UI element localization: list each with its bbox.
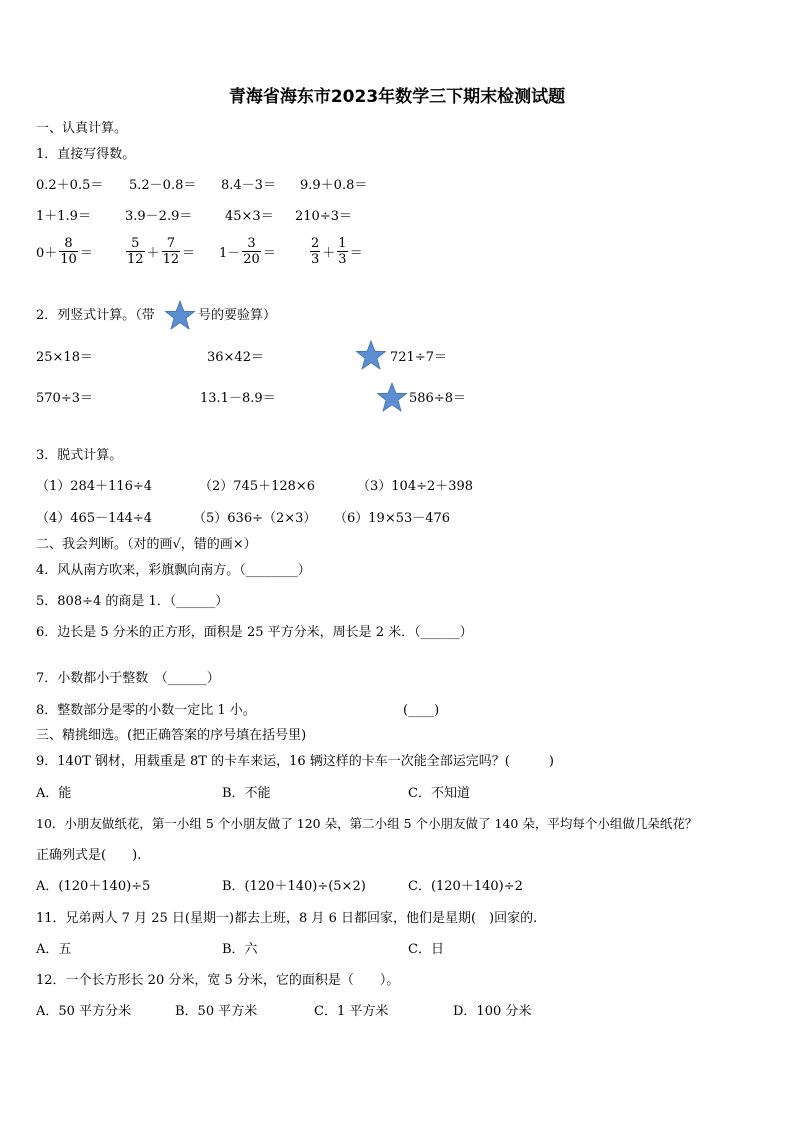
- fraction: [310, 236, 320, 267]
- q11-option-c: C．日: [408, 942, 444, 957]
- denominator: 3: [338, 252, 347, 267]
- q12-option-d: D．100 分米: [453, 1004, 532, 1019]
- q1-item: 210÷3＝: [295, 209, 352, 224]
- q1-item: 1＋1.9＝: [36, 209, 91, 224]
- fraction: [337, 236, 347, 267]
- question-2-label-end: 号的要验算）: [198, 308, 277, 323]
- question-8: 8．整数部分是零的小数一定比 1 小。: [36, 703, 256, 718]
- q2-item: 36×42＝: [207, 350, 264, 365]
- q2-item: 721÷7＝: [390, 350, 447, 365]
- q3-item: （3）104÷2＋398: [357, 479, 474, 494]
- star-icon: [164, 300, 196, 331]
- operator: ＋: [146, 246, 160, 261]
- denominator: 12: [127, 252, 144, 267]
- q11-option-a: A．五: [36, 942, 72, 957]
- numerator: 3: [242, 236, 261, 252]
- fraction: [59, 236, 78, 267]
- question-8-blank: (____): [403, 703, 440, 718]
- denominator: 3: [311, 252, 320, 267]
- section-heading-3: 三、精挑细选。(把正确答案的序号填在括号里): [36, 728, 307, 743]
- operator: ＋: [322, 246, 336, 261]
- question-5: 5．808÷4 的商是 1．（______）: [36, 594, 229, 609]
- q1-item: 8.4－3＝: [221, 178, 276, 193]
- fraction: [126, 236, 145, 267]
- q3-item: （5）636÷（2×3）: [193, 511, 317, 526]
- fraction-prefix: 1－: [219, 246, 241, 261]
- numerator: 7: [162, 236, 181, 252]
- star-icon: [355, 340, 387, 371]
- question-3-label: 3．脱式计算。: [36, 448, 123, 463]
- q3-item: （6）19×53－476: [334, 511, 451, 526]
- question-7: 7．小数都小于整数 （______）: [36, 671, 220, 686]
- q2-item: 25×18＝: [36, 350, 93, 365]
- question-1-label: 1．直接写得数。: [36, 147, 136, 162]
- section-heading-2: 二、我会判断。（对的画√，错的画×）: [36, 537, 257, 552]
- q1-fraction-item: [36, 236, 93, 267]
- equals-sign: ＝: [349, 246, 363, 261]
- q2-item: 13.1－8.9＝: [200, 391, 276, 406]
- q1-fraction-item: [219, 236, 276, 267]
- q1-item: 3.9－2.9＝: [125, 209, 193, 224]
- question-10-line-1: 10．小朋友做纸花，第一小组 5 个小朋友做了 120 朵，第二小组 5 个小朋友做了 140 朵，平均每个小组做几朵纸花？: [36, 816, 698, 831]
- fraction: [162, 236, 181, 267]
- numerator: 5: [126, 236, 145, 252]
- question-9: 9．140T 钢材，用载重是 8T 的卡车来运，16 辆这样的卡车一次能全部运完吗？( ): [36, 754, 554, 769]
- question-12: 12．一个长方形长 20 分米，宽 5 分米，它的面积是（ ）。: [36, 973, 400, 988]
- question-4: 4．风从南方吹来，彩旗飘向南方。（________）: [36, 563, 311, 578]
- question-11: 11．兄弟两人 7 月 25 日(星期一)都去上班，8 月 6 日都回家，他们是星期( )回家的.: [36, 911, 538, 926]
- q1-item: 5.2－0.8＝: [129, 178, 197, 193]
- question-10-line-2: 正确列式是( ).: [36, 848, 142, 863]
- q1-item: 9.9＋0.8＝: [300, 178, 368, 193]
- q12-option-c: C．1 平方米: [314, 1004, 389, 1019]
- equals-sign: ＝: [182, 246, 196, 261]
- fraction: [242, 236, 261, 267]
- question-6: 6．边长是 5 分米的正方形，面积是 25 平方分米，周长是 2 米．（______）: [36, 625, 473, 640]
- q2-item: 586÷8＝: [409, 391, 466, 406]
- numerator: 8: [59, 236, 78, 252]
- page-title: 青海省海东市2023年数学三下期末检测试题: [228, 87, 566, 107]
- section-heading-1: 一、认真计算。: [36, 121, 128, 136]
- equals-sign: ＝: [262, 246, 276, 261]
- q9-option-a: A．能: [36, 786, 72, 801]
- q12-option-b: B．50 平方米: [175, 1004, 258, 1019]
- q12-option-a: A．50 平方分米: [36, 1004, 132, 1019]
- star-icon: [376, 382, 408, 413]
- numerator: 2: [311, 236, 320, 251]
- q2-item: 570÷3＝: [36, 391, 93, 406]
- q3-item: （2）745＋128×6: [199, 479, 316, 494]
- q1-item: 45×3＝: [225, 209, 274, 224]
- q1-fraction-item: [124, 236, 195, 267]
- q10-option-c: C．(120＋140)÷2: [408, 879, 523, 894]
- q1-item: 0.2＋0.5＝: [36, 178, 104, 193]
- fraction-prefix: 0＋: [36, 246, 58, 261]
- q11-option-b: B．六: [222, 942, 258, 957]
- equals-sign: ＝: [79, 246, 93, 261]
- q3-item: （1）284＋116÷4: [36, 479, 153, 494]
- q10-option-b: B．(120＋140)÷(5×2): [222, 879, 366, 894]
- q1-fraction-item: [308, 236, 363, 267]
- q10-option-a: A．(120＋140)÷5: [36, 879, 151, 894]
- denominator: 10: [60, 252, 77, 267]
- denominator: 20: [243, 252, 260, 267]
- q9-option-b: B．不能: [222, 786, 271, 801]
- q3-item: （4）465－144÷4: [36, 511, 153, 526]
- denominator: 12: [162, 252, 180, 267]
- q9-option-c: C．不知道: [408, 786, 470, 801]
- question-2-label-start: 2．列竖式计算。（带: [36, 308, 155, 323]
- numerator: 1: [338, 236, 347, 251]
